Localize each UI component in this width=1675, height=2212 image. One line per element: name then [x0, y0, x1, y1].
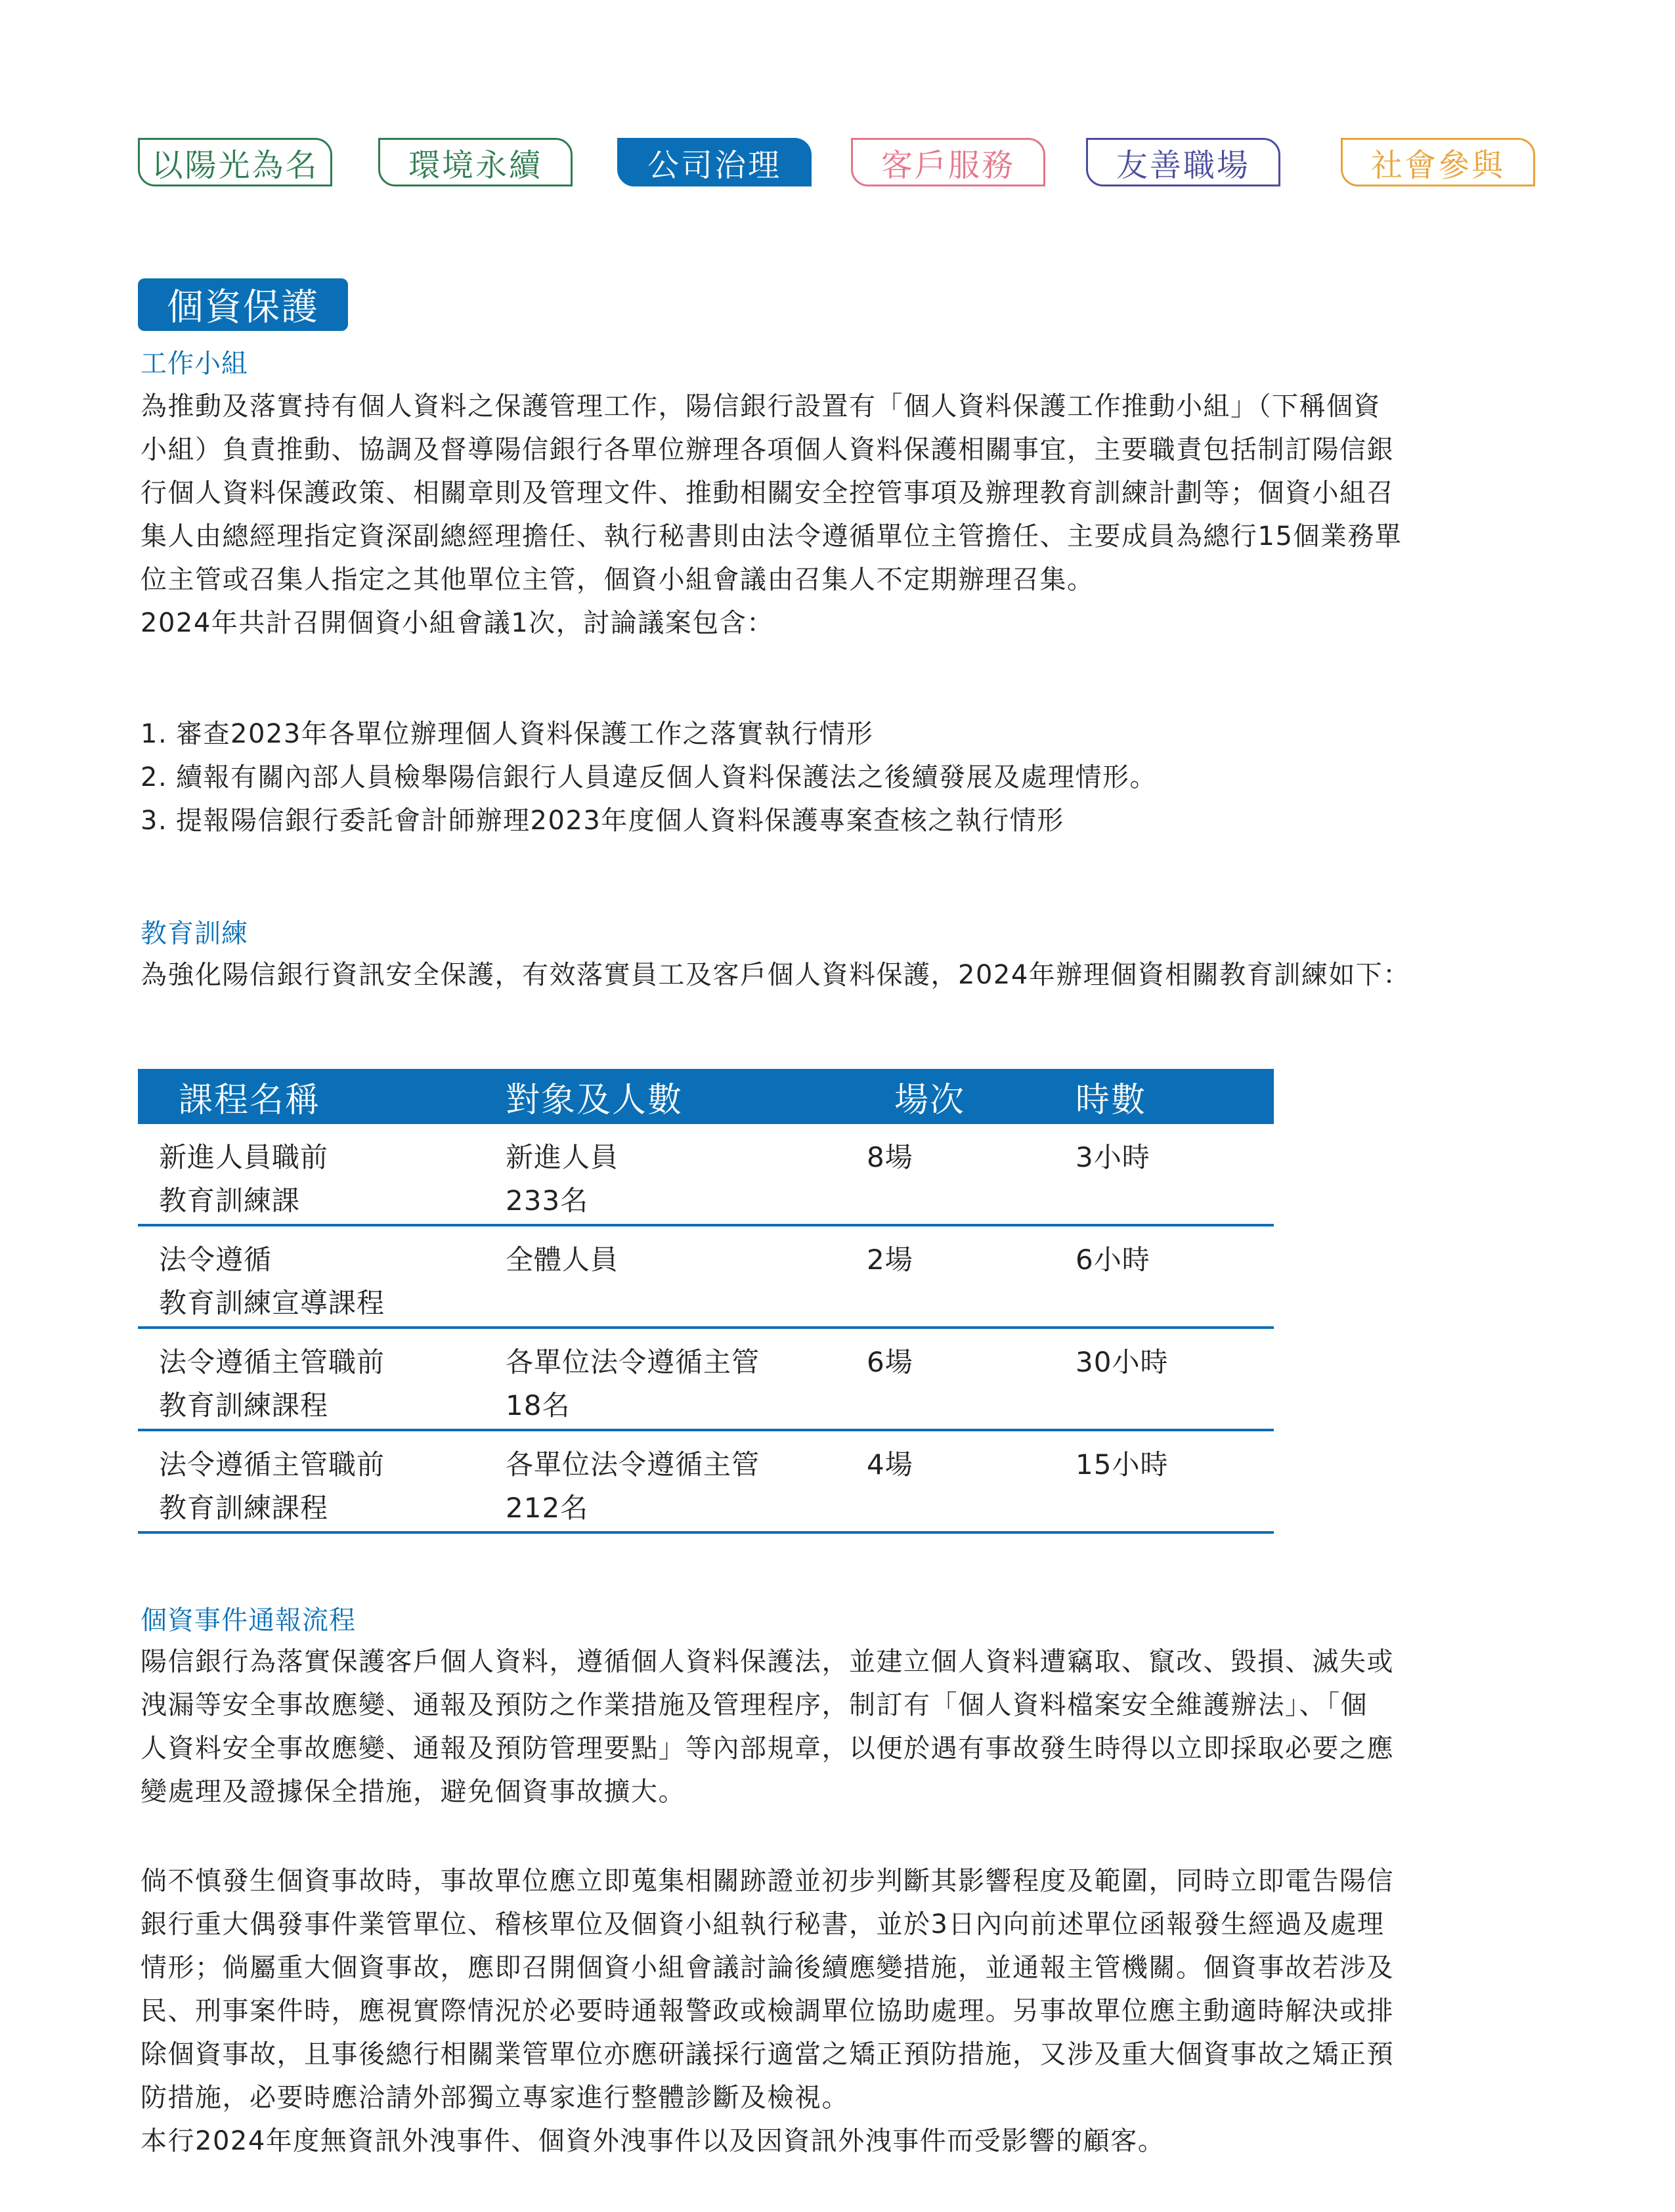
list-text: 提報陽信銀行委託會計師辦理2023年度個人資料保護專案查核之執行情形 [176, 806, 1064, 836]
paragraph-line: 集人由總經理指定資深副總經理擔任、執行秘書則由法令遵循單位主管擔任、主要成員為總行15個業務單 [141, 521, 1403, 552]
cell-text: 18名 [506, 1389, 571, 1421]
working-group-heading: 工作小組 [141, 349, 248, 379]
agenda-list [141, 712, 1519, 842]
training-table [138, 1069, 1274, 1534]
cell-text: 教育訓練課 [159, 1184, 301, 1217]
table-row [138, 1124, 1274, 1226]
list-number: 1. [141, 719, 168, 749]
paragraph-line: 變處理及證據保全措施，避免個資事故擴大。 [141, 1777, 685, 1807]
target-cell [506, 1341, 867, 1429]
list-text: 續報有關內部人員檢舉陽信銀行人員違反個人資料保護法之後續發展及處理情形。 [176, 762, 1157, 792]
category-tabs [138, 138, 1535, 188]
cell-text: 233名 [506, 1184, 589, 1217]
list-number: 3. [141, 806, 168, 836]
sessions-cell: 4場 [867, 1448, 913, 1481]
cell-text: 教育訓練宣導課程 [159, 1287, 385, 1319]
paragraph-line: 行個人資料保護政策、相關章則及管理文件、推動相關安全控管事項及辦理教育訓練計劃等；個資小組召 [141, 478, 1394, 508]
cell-text: 教育訓練課程 [159, 1492, 329, 1524]
list-item [141, 756, 1519, 799]
hours-cell: 15小時 [1076, 1448, 1169, 1481]
tab-label: 社會參與 [1370, 146, 1505, 184]
list-text: 審查2023年各單位辦理個人資料保護工作之落實執行情形 [176, 719, 874, 749]
table-row [138, 1431, 1274, 1534]
tab-label: 環境永續 [408, 146, 542, 184]
target-cell [506, 1238, 867, 1326]
course-cell [138, 1443, 506, 1531]
target-cell [506, 1136, 867, 1224]
paragraph-line: 防措施，必要時應洽請外部獨立專家進行整體診斷及檢視。 [141, 2083, 849, 2113]
list-item [141, 712, 1519, 756]
working-group-paragraph [141, 385, 1536, 645]
column-header: 時數 [1076, 1080, 1147, 1120]
paragraph-line: 銀行重大偶發事件業管單位、稽核單位及個資小組執行秘書，並於3日內向前述單位函報發生經過及處理 [141, 1909, 1385, 1940]
paragraph-line: 情形；倘屬重大個資事故，應即召開個資小組會議討論後續應變措施，並通報主管機關。個資事故若涉及 [141, 1953, 1394, 1983]
cell-text: 新進人員 [506, 1141, 619, 1173]
table-header [138, 1069, 1274, 1124]
tab-label: 友善職場 [1116, 146, 1250, 184]
section-title: 個資保護 [138, 278, 348, 331]
tab-governance[interactable] [617, 138, 812, 186]
course-cell [138, 1136, 506, 1224]
paragraph-line: 倘不慎發生個資事故時，事故單位應立即蒐集相關跡證並初步判斷其影響程度及範圍，同時立即電告陽信 [141, 1866, 1394, 1896]
paragraph-line: 洩漏等安全事故應變、通報及預防之作業措施及管理程序，制訂有「個人資料檔案安全維護辦法」、「個 [141, 1690, 1368, 1720]
table-row [138, 1226, 1274, 1329]
target-cell [506, 1443, 867, 1531]
tab-environment[interactable] [378, 138, 573, 186]
hours-cell: 3小時 [1076, 1141, 1150, 1173]
paragraph-line: 本行2024年度無資訊外洩事件、個資外洩事件以及因資訊外洩事件而受影響的顧客。 [141, 2126, 1165, 2156]
paragraph-line: 人資料安全事故應變、通報及預防管理要點」等內部規章，以便於遇有事故發生時得以立即採取必要之應 [141, 1733, 1394, 1764]
cell-text: 212名 [506, 1492, 589, 1524]
tab-social[interactable] [1341, 138, 1535, 186]
column-header: 課程名稱 [179, 1080, 321, 1120]
column-header: 場次 [894, 1080, 966, 1120]
cell-text: 各單位法令遵循主管 [506, 1448, 760, 1481]
paragraph-line: 陽信銀行為落實保護客戶個人資料，遵循個人資料保護法，並建立個人資料遭竊取、竄改、毀損、滅失或 [141, 1647, 1394, 1677]
tab-workplace[interactable] [1086, 138, 1280, 186]
tab-customer-service[interactable] [851, 138, 1045, 186]
table-row [138, 1329, 1274, 1431]
training-heading: 教育訓練 [141, 919, 248, 949]
cell-text: 各單位法令遵循主管 [506, 1346, 760, 1378]
cell-text: 法令遵循主管職前 [159, 1448, 385, 1481]
list-number: 2. [141, 762, 168, 792]
hours-cell: 6小時 [1076, 1244, 1150, 1276]
tab-label: 公司治理 [647, 146, 781, 184]
incident-heading: 個資事件通報流程 [141, 1605, 356, 1636]
column-header: 對象及人數 [506, 1080, 684, 1120]
hours-cell: 30小時 [1076, 1346, 1169, 1378]
sessions-cell: 6場 [867, 1346, 913, 1378]
paragraph-line: 2024年共計召開個資小組會議1次，討論議案包含： [141, 608, 774, 638]
cell-text: 法令遵循主管職前 [159, 1346, 385, 1378]
paragraph-line: 小組）負責推動、協調及督導陽信銀行各單位辦理各項個人資料保護相關事宜，主要職責包括制訂陽信銀 [141, 435, 1394, 465]
tab-label: 客戶服務 [881, 146, 1015, 184]
incident-paragraph-1 [141, 1640, 1536, 1813]
cell-text: 新進人員職前 [159, 1141, 329, 1173]
paragraph-line: 除個資事故，且事後總行相關業管單位亦應研議採行適當之矯正預防措施，又涉及重大個資事故之矯正預 [141, 2039, 1394, 2070]
training-intro: 為強化陽信銀行資訊安全保護，有效落實員工及客戶個人資料保護，2024年辦理個資相關教育訓練如下： [141, 960, 1410, 990]
cell-text: 全體人員 [506, 1244, 619, 1276]
incident-paragraph-2 [141, 1859, 1536, 2163]
sessions-cell: 2場 [867, 1244, 913, 1276]
course-cell [138, 1238, 506, 1326]
sessions-cell: 8場 [867, 1141, 913, 1173]
list-item [141, 799, 1519, 842]
paragraph-line: 位主管或召集人指定之其他單位主管，個資小組會議由召集人不定期辦理召集。 [141, 565, 1095, 595]
cell-text: 法令遵循 [159, 1244, 272, 1276]
course-cell [138, 1341, 506, 1429]
paragraph-line: 為推動及落實持有個人資料之保護管理工作，陽信銀行設置有「個人資料保護工作推動小組」（下稱個資 [141, 391, 1381, 422]
paragraph-line: 民、刑事案件時，應視實際情況於必要時通報警政或檢調單位協助處理。另事故單位應主動適時解決或排 [141, 1996, 1394, 2026]
tab-sunshine[interactable] [138, 138, 332, 186]
cell-text: 教育訓練課程 [159, 1389, 329, 1421]
tab-label: 以陽光為名 [151, 146, 319, 184]
